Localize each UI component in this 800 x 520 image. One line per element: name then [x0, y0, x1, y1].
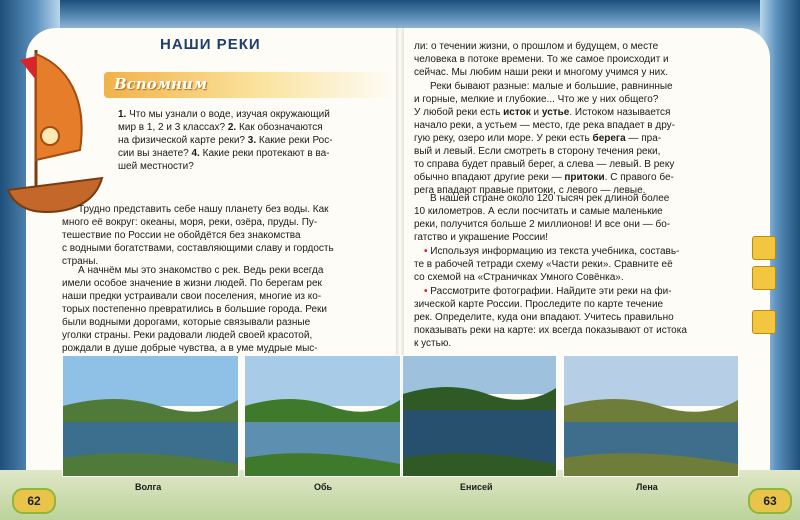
- sailboat-icon: [6, 40, 106, 230]
- remember-banner-label: Вспомним: [114, 75, 208, 93]
- river-landscape-icon: [564, 356, 738, 476]
- text-line: много её вокруг: океаны, моря, реки, озёра, пруды. Пу-: [62, 217, 318, 228]
- photo-yenisei: [402, 355, 557, 477]
- text-line: рега впадают правые притоки, с левого — левые.: [414, 185, 646, 196]
- question-line: мир в 1, 2 и 3 классах? 2. Как обозначаются: [118, 122, 323, 133]
- right-paragraph-2: [414, 80, 744, 197]
- river-landscape-icon: [245, 356, 400, 476]
- text-line: гую реку, озеро или море. У реки есть берега — пра-: [414, 133, 662, 144]
- workbook-icon: [752, 236, 776, 260]
- text-line: те в рабочей тетради схему «Части реки». Сравните её: [414, 259, 673, 270]
- text-line: ли: о течении жизни, о прошлом и будущем, о месте: [414, 41, 659, 52]
- question-line: на физической карте реки? 3. Какие реки Рос-: [118, 135, 333, 146]
- left-paragraph-2: [62, 264, 392, 355]
- photo-ob: [244, 355, 401, 477]
- bottom-band: [0, 470, 800, 520]
- text-line: В нашей стране около 120 тысяч рек длиной более: [430, 193, 670, 204]
- text-line: 10 километров. А если посчитать и самые маленькие: [414, 206, 663, 217]
- text-line: • Рассмотрите фотографии. Найдите эти реки на фи-: [424, 286, 672, 297]
- right-paragraph-1: [414, 40, 744, 79]
- page-number-left: 62: [12, 488, 56, 514]
- text-line: показывать реки на карте: их всегда показывают от истока: [414, 325, 687, 336]
- task-1: [414, 245, 744, 284]
- text-line: У любой реки есть исток и устье. Истоком называется: [414, 107, 671, 118]
- page-title: НАШИ РЕКИ: [160, 36, 261, 53]
- text-line: страны.: [62, 256, 99, 267]
- right-paragraph-3: [414, 192, 744, 244]
- question-line: шей местности?: [118, 161, 194, 172]
- caption-ob: Обь: [314, 482, 333, 492]
- owl-icon: [752, 266, 776, 290]
- page-number-right: 63: [748, 488, 792, 514]
- caption-lena: Лена: [636, 482, 658, 492]
- text-line: с водными богатствами, составляющими славу и гордость: [62, 243, 334, 254]
- river-landscape-icon: [63, 356, 238, 476]
- question-line: 1. Что мы узнали о воде, изучая окружающий: [118, 109, 330, 120]
- text-line: и горные, мелкие и глубокие... Что же у них общего?: [414, 94, 659, 105]
- question-line: сии вы знаете? 4. Какие реки протекают в ва-: [118, 148, 330, 159]
- recall-questions: [118, 108, 390, 173]
- text-line: зической карте России. Проследите по карте течение: [414, 299, 664, 310]
- text-line: Трудно представить себе нашу планету без воды. Как: [78, 204, 329, 215]
- river-landscape-icon: [403, 356, 556, 476]
- text-line: то справа будет правый берег, а слева — левый. В реку: [414, 159, 675, 170]
- text-line: тешествие по России не обойдётся без знакомства: [62, 230, 301, 241]
- text-line: сейчас. Мы любим наши реки и многому учимся у них.: [414, 67, 669, 78]
- text-line: рождали в душе добрые чувства, а в уме мудрые мыс-: [62, 343, 318, 354]
- text-line: • Используя информацию из текста учебника, составь-: [424, 246, 680, 257]
- text-line: вый и левый. Если смотреть в сторону течения реки,: [414, 146, 661, 157]
- text-line: торых постепенно превратились в большие города. Реки: [62, 304, 328, 315]
- text-line: наши предки устраивали свои поселения, многие из ко-: [62, 291, 322, 302]
- text-line: к устью.: [414, 338, 452, 349]
- bullet-icon: •: [424, 286, 428, 297]
- key-term: притоки: [564, 172, 605, 183]
- photo-volga: [62, 355, 239, 477]
- photo-lena: [563, 355, 739, 477]
- text-line: реки, получится больше 2 миллионов! И все они — бо-: [414, 219, 671, 230]
- left-paragraph-1: [62, 203, 392, 268]
- text-line: рек. Определите, куда они впадают. Учитесь правильно: [414, 312, 674, 323]
- text-line: были водными дорогами, которые связывали разные: [62, 317, 311, 328]
- text-line: имели особое значение в жизни людей. По берегам рек: [62, 278, 322, 289]
- caption-volga: Волга: [135, 482, 162, 492]
- text-line: гатство и украшение России!: [414, 232, 548, 243]
- key-term: берега: [592, 133, 626, 144]
- text-line: со схемой на «Страничках Умного Совёнка».: [414, 272, 624, 283]
- text-line: Реки бывают разные: малые и большие, равнинные: [430, 81, 673, 92]
- text-line: человека в потоке времени. То же самое происходит и: [414, 54, 669, 65]
- map-task-icon: [752, 310, 776, 334]
- key-term: устье: [541, 107, 570, 118]
- task-2: [414, 285, 744, 350]
- text-line: А начнём мы это знакомство с рек. Ведь реки всегда: [78, 265, 324, 276]
- text-line: обычно впадают другие реки — притоки. С правого бе-: [414, 172, 674, 183]
- remember-banner: [104, 72, 394, 98]
- text-line: начало реки, а устьем — место, где река впадает в дру-: [414, 120, 676, 131]
- text-line: уголки страны. Реки радовали людей своей красотой,: [62, 330, 313, 341]
- caption-yenisei: Енисей: [460, 482, 493, 492]
- key-term: исток: [503, 107, 531, 118]
- bullet-icon: •: [424, 246, 428, 257]
